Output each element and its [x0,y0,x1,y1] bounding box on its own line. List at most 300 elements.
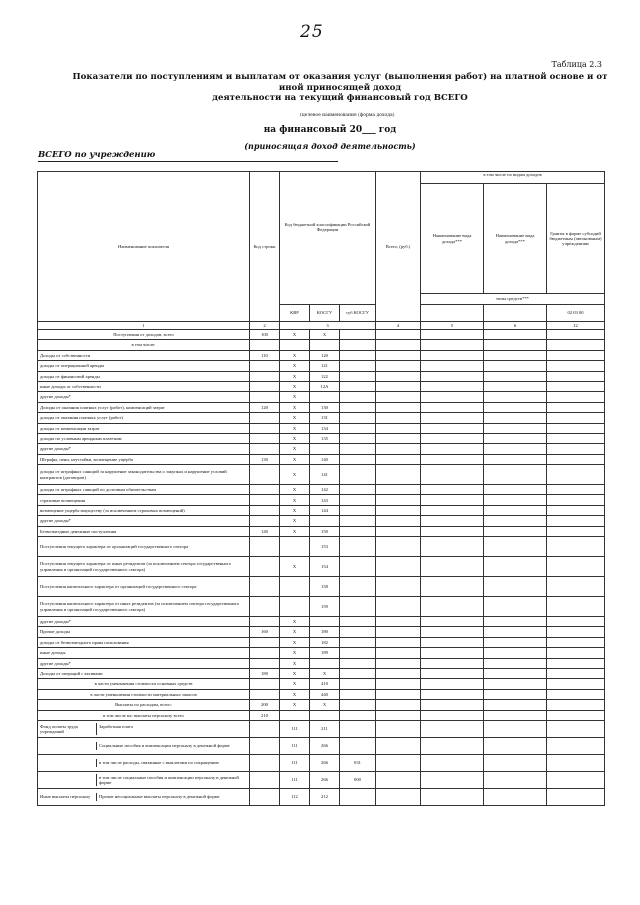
row-value [484,771,547,788]
table-row [38,689,605,699]
row-kosgu: 154 [310,557,340,577]
row-name: доходы по условным арендным платежам [38,433,250,443]
row-kosgu: 266 [310,771,340,788]
income-type-caption: (целевое наименование (форма дохода) [300,113,395,118]
row-value [484,737,547,754]
row-subkosgu [340,340,376,350]
row-subkosgu [340,402,376,412]
row-value [376,737,421,754]
row-value [547,627,605,637]
row-subkosgu [340,710,376,720]
row-kosgu: 142 [310,485,340,495]
table-row [38,495,605,505]
row-code [250,423,280,433]
row-value [376,627,421,637]
row-subkosgu [340,577,376,597]
row-name: доходы от штрафных санкций за нарушение законодательства о закупках и нарушение условий контрактов (договоров) [38,465,250,485]
col-kbk-header: Код бюджетной классификации Российской Федерации [280,172,376,305]
row-name: доходы от штрафных санкций по долговым обязательствам [38,485,250,495]
row-name-split [38,737,250,754]
row-value [421,433,484,443]
row-value [547,720,605,737]
row-subkosgu [340,371,376,381]
col-number: 4 [376,322,421,330]
row-value [421,505,484,515]
row-group [38,742,97,749]
row-subkosgu [340,679,376,689]
row-value [484,648,547,658]
row-value [547,381,605,391]
row-value [421,648,484,658]
row-kvr: X [280,433,310,443]
row-value [484,754,547,771]
row-value [376,526,421,536]
row-kosgu: 189 [310,648,340,658]
row-value [484,788,547,805]
row-value [484,537,547,557]
row-subkosgu [340,423,376,433]
row-value [376,720,421,737]
title-line-1: Показатели по поступлениям и выплатам от оказания услуг (выполнения работ) на платной основе и от иной приносящей доход [72,72,608,93]
row-value [547,577,605,597]
row-name: иные доходы от собственности [38,381,250,391]
row-value [547,537,605,557]
row-kosgu: 266 [310,737,340,754]
row-name: другие доходы* [38,444,250,454]
row-value [547,413,605,423]
col-number: 12 [547,322,605,330]
row-value [484,526,547,536]
row-value [547,444,605,454]
row-kvr: X [280,689,310,699]
row-kosgu [310,516,340,526]
row-value [547,433,605,443]
col-kosgu-header: КОСГУ [310,305,340,322]
row-value [421,637,484,647]
row-kvr: X [280,700,310,710]
row-value [547,423,605,433]
row-group: Фонд оплаты труда учреждений [38,723,97,736]
row-value [421,754,484,771]
col-income-type1-header: Наименование вида дохода*** [421,184,484,294]
row-subkosgu [340,444,376,454]
row-kosgu: 12А [310,381,340,391]
row-value [484,557,547,577]
row-code [250,392,280,402]
row-value [547,754,605,771]
row-value [376,423,421,433]
row-code [250,597,280,617]
table-row [38,668,605,678]
table-label: Таблица 2.3 [551,60,602,69]
row-kvr: X [280,413,310,423]
row-value [547,668,605,678]
row-value [421,340,484,350]
table-row [38,537,605,557]
row-kvr: 112 [280,788,310,805]
row-kvr: X [280,679,310,689]
row-code [250,505,280,515]
row-value [421,689,484,699]
row-subkosgu [340,454,376,464]
row-subkosgu [340,627,376,637]
row-value [484,617,547,627]
row-group [38,774,97,787]
col-number: 1 [38,322,250,330]
row-value [421,465,484,485]
row-value [421,737,484,754]
row-kosgu: 158 [310,577,340,597]
row-name: Безвозмездные денежные поступления [38,526,250,536]
row-kvr: X [280,627,310,637]
row-value [484,516,547,526]
row-code [250,737,280,754]
col-total-header: Всего, (руб.) [376,172,421,322]
row-code [250,771,280,788]
table-row [38,330,605,340]
row-value [376,754,421,771]
table-row [38,658,605,668]
row-name: Поступления текущего характера от организаций государственного сектора [38,537,250,557]
row-value [547,597,605,617]
table-row [38,505,605,515]
row-value [484,413,547,423]
table-row [38,710,605,720]
row-code [250,689,280,699]
col-grants-header: Гранты в форме субсидий бюджетным (автономным) учреждениям [547,184,605,294]
row-value [484,444,547,454]
row-value [421,658,484,668]
row-value [484,371,547,381]
row-name: Штрафы, пени, неустойки, возмещение ущерба [38,454,250,464]
row-value [421,668,484,678]
row-code [250,577,280,597]
table-row [38,371,605,381]
row-name: Социальные пособия и компенсации персоналу в денежной форме [99,743,230,749]
row-code: 160 [250,627,280,637]
row-value [376,537,421,557]
row-code [250,788,280,805]
row-value [376,516,421,526]
row-subkosgu [340,788,376,805]
row-name: доходы от компенсации затрат [38,423,250,433]
row-subkosgu [340,668,376,678]
row-kvr: X [280,444,310,454]
row-code: 210 [250,710,280,720]
table-row [38,402,605,412]
table-row [38,720,605,737]
row-value [376,648,421,658]
row-value [547,617,605,627]
row-kvr: X [280,637,310,647]
row-kosgu: 266 [310,754,340,771]
row-kvr: X [280,392,310,402]
row-code [250,381,280,391]
row-kosgu [310,658,340,668]
row-subkosgu [340,505,376,515]
row-subkosgu [340,381,376,391]
row-kvr: X [280,465,310,485]
row-name: страховые возмещения [38,495,250,505]
row-value [376,637,421,647]
row-value [484,505,547,515]
row-value [421,371,484,381]
row-value [547,648,605,658]
row-kosgu: 440 [310,689,340,699]
row-value [376,340,421,350]
col-fund-types-header: типы средств*** [421,294,605,305]
row-kvr: X [280,402,310,412]
row-kosgu: 140 [310,454,340,464]
row-value [484,485,547,495]
row-kvr [280,597,310,617]
row-value [376,668,421,678]
row-name: другие доходы* [38,658,250,668]
row-value [484,433,547,443]
row-value [547,737,605,754]
row-kvr: X [280,648,310,658]
row-name: Поступления от доходов, всего [38,330,250,340]
row-subkosgu [340,361,376,371]
row-name: Поступления капитального характера от иных резидентов (за исключением сектора государственного управления и организаций государственного сектора) [38,597,250,617]
col-grants-code: 02 03 00 [547,305,605,322]
row-name: Поступления текущего характера от иных резидентов (за исключением сектора государственного управления и организаций государственного сектора) [38,557,250,577]
row-subkosgu [340,330,376,340]
row-name: в части уменьшения стоимости основных средств [38,679,250,689]
row-code: 130 [250,454,280,464]
row-value [376,392,421,402]
row-value [484,495,547,505]
row-value [484,392,547,402]
row-name: Доходы от собственности [38,350,250,360]
row-code: 100 [250,330,280,340]
row-name-split [38,788,250,805]
row-code [250,444,280,454]
row-kvr: X [280,495,310,505]
row-kosgu: 141 [310,465,340,485]
row-subkosgu [340,617,376,627]
row-kosgu [310,617,340,627]
row-value [547,689,605,699]
row-subkosgu [340,495,376,505]
row-kvr: X [280,658,310,668]
row-value [547,392,605,402]
row-code [250,658,280,668]
row-value [484,627,547,637]
row-value [547,361,605,371]
table-row [38,340,605,350]
row-value [484,402,547,412]
row-value [547,340,605,350]
table-row [38,700,605,710]
row-value [547,505,605,515]
row-kvr [280,710,310,720]
row-kosgu: 121 [310,361,340,371]
row-kosgu: 122 [310,371,340,381]
col-empty-cell [421,305,484,322]
row-kvr [280,577,310,597]
row-value [547,402,605,412]
row-name: в том числе расходы, связанные с выплатами по сокращению [99,760,219,766]
row-kvr: 111 [280,737,310,754]
row-value [547,350,605,360]
table-row [38,423,605,433]
col-number: 5 [421,322,484,330]
row-code [250,679,280,689]
row-value [421,350,484,360]
row-kvr: X [280,454,310,464]
row-value [484,710,547,720]
row-value [421,788,484,805]
row-value [421,679,484,689]
row-kvr: 111 [280,771,310,788]
row-kosgu: 153 [310,537,340,557]
row-code: 110 [250,350,280,360]
row-value [547,330,605,340]
col-by-type-header: в том числе по видам доходов [421,172,605,184]
row-value [484,423,547,433]
row-name: в том числе на: выплаты персоналу всего [38,710,250,720]
row-name: возмещение ущерба имуществу (за исключением страховых возмещений) [38,505,250,515]
row-kvr: X [280,361,310,371]
row-group: Иные выплаты персоналу [38,793,97,800]
row-value [547,557,605,577]
row-name-split [38,771,250,788]
row-value [547,637,605,647]
row-kvr: X [280,526,310,536]
row-name: Доходы от операций с активами [38,668,250,678]
row-value [421,537,484,557]
row-value [484,689,547,699]
row-kosgu: 143 [310,495,340,505]
row-name: в том числе социальные пособия и компенсации персоналу в денежной форме [99,774,239,785]
row-subkosgu [340,350,376,360]
row-value [376,597,421,617]
row-code [250,433,280,443]
table-row [38,679,605,689]
row-name: Поступления капитального характера от организаций государственного сектора [38,577,250,597]
row-subkosgu [340,392,376,402]
row-value [421,720,484,737]
table-row [38,597,605,617]
row-subkosgu [340,700,376,710]
row-value [547,788,605,805]
row-value [547,771,605,788]
row-value [376,689,421,699]
table-row [38,413,605,423]
row-code [250,617,280,627]
row-code: 120 [250,402,280,412]
row-value [376,788,421,805]
row-name: доходы от безвозмездного права пользования [38,637,250,647]
row-value [421,361,484,371]
institution-label: ВСЕГО по учреждению [38,150,338,162]
table-row [38,350,605,360]
row-code [250,720,280,737]
row-value [421,330,484,340]
row-value [484,381,547,391]
row-kosgu [310,392,340,402]
table-row [38,485,605,495]
row-name: Заработная плата [99,723,133,729]
row-kosgu: 134 [310,423,340,433]
table-row [38,788,605,805]
row-value [547,371,605,381]
row-subkosgu [340,413,376,423]
row-kosgu: X [310,700,340,710]
row-subkosgu: 031 [340,754,376,771]
row-kosgu: 120 [310,350,340,360]
row-value [484,658,547,668]
row-subkosgu [340,597,376,617]
row-kosgu: 211 [310,720,340,737]
row-value [421,413,484,423]
row-kosgu: 144 [310,505,340,515]
row-value [421,444,484,454]
income-note: (приносящая доход деятельность) [244,141,416,151]
row-subkosgu [340,526,376,536]
row-kvr: X [280,350,310,360]
row-value [484,454,547,464]
row-name: доходы от оказания платных услуг (работ) [38,413,250,423]
row-name: Выплаты по расходам, всего: [38,700,250,710]
row-name-split [38,754,250,771]
fiscal-year: на финансовый 20___ год [263,125,397,135]
row-value [547,526,605,536]
row-value [376,700,421,710]
row-value [421,485,484,495]
row-value [376,465,421,485]
row-code [250,495,280,505]
row-value [547,465,605,485]
document-title [60,72,620,104]
row-subkosgu [340,648,376,658]
row-kosgu: X [310,668,340,678]
row-name: Прочие доходы [38,627,250,637]
row-value [421,402,484,412]
row-code [250,754,280,771]
row-kvr: X [280,330,310,340]
row-value [376,679,421,689]
row-subkosgu [340,658,376,668]
table-row [38,617,605,627]
col-number: 2 [250,322,280,330]
row-code: 180 [250,668,280,678]
table-row [38,361,605,371]
row-code [250,465,280,485]
row-value [421,557,484,577]
row-name: доходы от финансовой аренды [38,371,250,381]
row-value [547,710,605,720]
row-name: доходы от операционной аренды [38,361,250,371]
row-kosgu [310,710,340,720]
row-value [421,423,484,433]
row-kvr: 111 [280,754,310,771]
table-row [38,771,605,788]
row-value [376,577,421,597]
row-code [250,637,280,647]
row-kvr: X [280,668,310,678]
row-value [547,495,605,505]
row-value [421,526,484,536]
row-kvr [280,340,310,350]
row-code [250,361,280,371]
row-value [547,454,605,464]
row-code [250,557,280,577]
table-row [38,392,605,402]
row-value [376,505,421,515]
row-value [421,577,484,597]
